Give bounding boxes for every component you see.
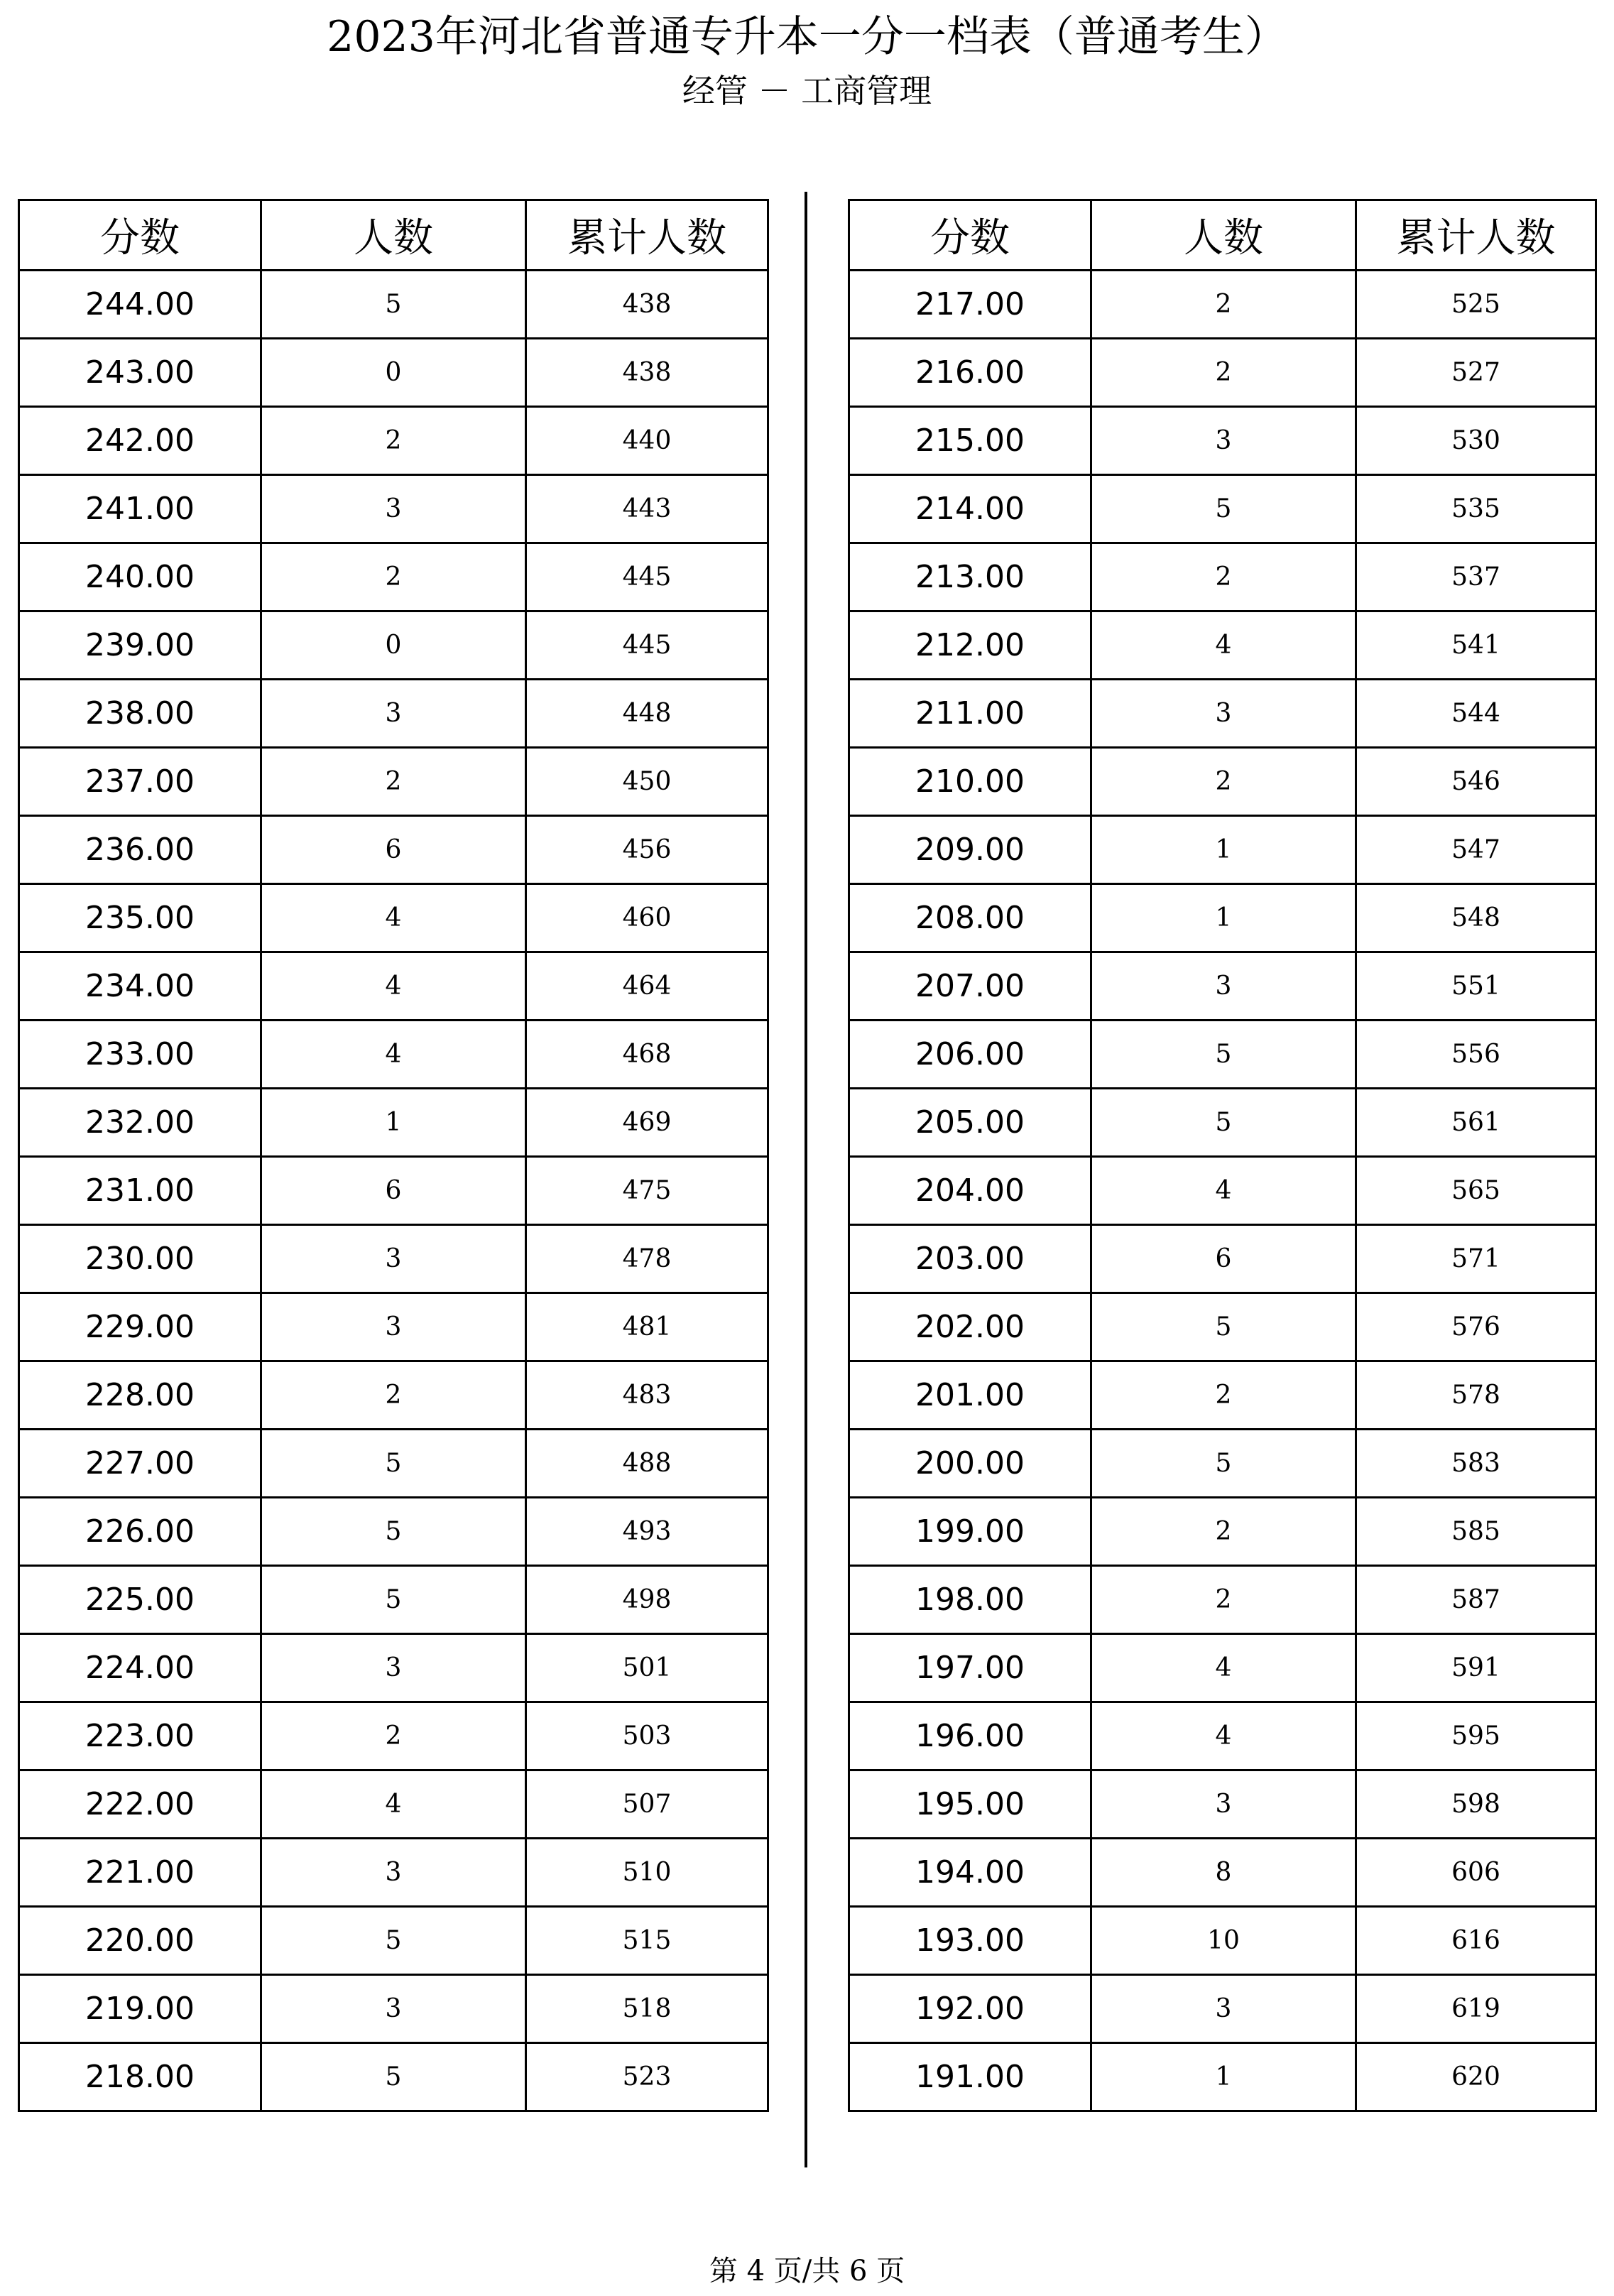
table-row xyxy=(849,884,1596,952)
score-table-left xyxy=(18,199,769,2112)
count-cell: 6 xyxy=(261,816,526,884)
cumulative-cell: 587 xyxy=(1356,1566,1596,1634)
count-cell: 2 xyxy=(1091,748,1356,816)
count-cell: 6 xyxy=(1091,1225,1356,1293)
column-header-count: 人数 xyxy=(261,200,526,271)
table-row xyxy=(19,1361,768,1430)
count-cell: 2 xyxy=(261,543,526,611)
table-row xyxy=(19,1975,768,2043)
cumulative-cell: 535 xyxy=(1356,475,1596,543)
score-cell: 228.00 xyxy=(19,1361,261,1430)
cumulative-cell: 440 xyxy=(526,407,768,475)
count-cell: 10 xyxy=(1091,1907,1356,1975)
count-cell: 5 xyxy=(1091,475,1356,543)
table-row xyxy=(19,884,768,952)
count-cell: 4 xyxy=(261,952,526,1021)
cumulative-cell: 565 xyxy=(1356,1157,1596,1225)
table-header-row xyxy=(19,200,768,271)
cumulative-cell: 464 xyxy=(526,952,768,1021)
cumulative-cell: 503 xyxy=(526,1702,768,1770)
table-row xyxy=(19,1021,768,1089)
score-table-right xyxy=(848,199,1597,2112)
cumulative-cell: 606 xyxy=(1356,1839,1596,1907)
table-row xyxy=(849,1907,1596,1975)
table-row xyxy=(849,816,1596,884)
count-cell: 2 xyxy=(1091,1361,1356,1430)
table-row xyxy=(849,2043,1596,2111)
count-cell: 5 xyxy=(1091,1293,1356,1361)
table-row xyxy=(19,952,768,1021)
count-cell: 8 xyxy=(1091,1839,1356,1907)
score-cell: 229.00 xyxy=(19,1293,261,1361)
score-cell: 221.00 xyxy=(19,1839,261,1907)
table-row xyxy=(19,1907,768,1975)
count-cell: 2 xyxy=(1091,1566,1356,1634)
cumulative-cell: 537 xyxy=(1356,543,1596,611)
table-row xyxy=(19,1157,768,1225)
table-row xyxy=(849,1021,1596,1089)
cumulative-cell: 498 xyxy=(526,1566,768,1634)
score-cell: 239.00 xyxy=(19,611,261,680)
count-cell: 5 xyxy=(261,1907,526,1975)
score-cell: 195.00 xyxy=(849,1770,1091,1839)
score-cell: 208.00 xyxy=(849,884,1091,952)
table-row xyxy=(19,1089,768,1157)
count-cell: 3 xyxy=(261,1225,526,1293)
score-cell: 196.00 xyxy=(849,1702,1091,1770)
count-cell: 4 xyxy=(261,884,526,952)
table-row xyxy=(849,1566,1596,1634)
table-header-row xyxy=(849,200,1596,271)
table-row xyxy=(19,1770,768,1839)
count-cell: 3 xyxy=(261,680,526,748)
table-row xyxy=(849,1157,1596,1225)
count-cell: 3 xyxy=(261,1839,526,1907)
cumulative-cell: 585 xyxy=(1356,1498,1596,1566)
table-row xyxy=(19,1430,768,1498)
cumulative-cell: 576 xyxy=(1356,1293,1596,1361)
count-cell: 4 xyxy=(261,1021,526,1089)
table-row xyxy=(849,1634,1596,1702)
score-cell: 241.00 xyxy=(19,475,261,543)
count-cell: 5 xyxy=(261,1566,526,1634)
count-cell: 2 xyxy=(261,407,526,475)
page-footer: 第 4 页/共 6 页 xyxy=(709,2255,905,2287)
score-cell: 233.00 xyxy=(19,1021,261,1089)
cumulative-cell: 450 xyxy=(526,748,768,816)
cumulative-cell: 475 xyxy=(526,1157,768,1225)
score-cell: 234.00 xyxy=(19,952,261,1021)
cumulative-cell: 548 xyxy=(1356,884,1596,952)
score-cell: 225.00 xyxy=(19,1566,261,1634)
table-row xyxy=(849,1089,1596,1157)
column-header-cumulative: 累计人数 xyxy=(526,200,768,271)
count-cell: 3 xyxy=(261,1975,526,2043)
cumulative-cell: 501 xyxy=(526,1634,768,1702)
count-cell: 0 xyxy=(261,339,526,407)
score-cell: 197.00 xyxy=(849,1634,1091,1702)
score-cell: 226.00 xyxy=(19,1498,261,1566)
cumulative-cell: 571 xyxy=(1356,1225,1596,1293)
table-row xyxy=(849,1430,1596,1498)
score-cell: 227.00 xyxy=(19,1430,261,1498)
count-cell: 3 xyxy=(1091,407,1356,475)
cumulative-cell: 556 xyxy=(1356,1021,1596,1089)
score-cell: 217.00 xyxy=(849,271,1091,339)
count-cell: 3 xyxy=(261,1634,526,1702)
cumulative-cell: 518 xyxy=(526,1975,768,2043)
score-cell: 238.00 xyxy=(19,680,261,748)
score-cell: 209.00 xyxy=(849,816,1091,884)
table-row xyxy=(19,475,768,543)
cumulative-cell: 456 xyxy=(526,816,768,884)
score-cell: 242.00 xyxy=(19,407,261,475)
score-cell: 198.00 xyxy=(849,1566,1091,1634)
score-cell: 203.00 xyxy=(849,1225,1091,1293)
cumulative-cell: 448 xyxy=(526,680,768,748)
cumulative-cell: 525 xyxy=(1356,271,1596,339)
score-cell: 220.00 xyxy=(19,1907,261,1975)
score-cell: 200.00 xyxy=(849,1430,1091,1498)
cumulative-cell: 620 xyxy=(1356,2043,1596,2111)
cumulative-cell: 530 xyxy=(1356,407,1596,475)
table-row xyxy=(849,952,1596,1021)
count-cell: 5 xyxy=(261,2043,526,2111)
score-cell: 224.00 xyxy=(19,1634,261,1702)
cumulative-cell: 488 xyxy=(526,1430,768,1498)
cumulative-cell: 523 xyxy=(526,2043,768,2111)
count-cell: 4 xyxy=(1091,611,1356,680)
cumulative-cell: 483 xyxy=(526,1361,768,1430)
column-divider xyxy=(805,192,807,2167)
count-cell: 1 xyxy=(1091,884,1356,952)
table-row xyxy=(19,748,768,816)
page-subtitle: 经管 － 工商管理 xyxy=(682,72,932,110)
table-row xyxy=(19,407,768,475)
cumulative-cell: 561 xyxy=(1356,1089,1596,1157)
column-header-count: 人数 xyxy=(1091,200,1356,271)
cumulative-cell: 619 xyxy=(1356,1975,1596,2043)
table-row xyxy=(19,1293,768,1361)
table-row xyxy=(849,1770,1596,1839)
table-body-left xyxy=(19,271,768,2111)
score-cell: 235.00 xyxy=(19,884,261,952)
score-cell: 237.00 xyxy=(19,748,261,816)
cumulative-cell: 445 xyxy=(526,543,768,611)
count-cell: 5 xyxy=(261,1498,526,1566)
count-cell: 1 xyxy=(1091,2043,1356,2111)
score-cell: 222.00 xyxy=(19,1770,261,1839)
score-cell: 223.00 xyxy=(19,1702,261,1770)
score-cell: 211.00 xyxy=(849,680,1091,748)
cumulative-cell: 551 xyxy=(1356,952,1596,1021)
table-row xyxy=(19,1839,768,1907)
table-row xyxy=(849,1975,1596,2043)
table-body-right xyxy=(849,271,1596,2111)
table-row xyxy=(849,748,1596,816)
table-row xyxy=(19,271,768,339)
cumulative-cell: 546 xyxy=(1356,748,1596,816)
table-row xyxy=(849,475,1596,543)
count-cell: 1 xyxy=(1091,816,1356,884)
count-cell: 2 xyxy=(1091,271,1356,339)
score-cell: 216.00 xyxy=(849,339,1091,407)
count-cell: 2 xyxy=(261,748,526,816)
cumulative-cell: 460 xyxy=(526,884,768,952)
cumulative-cell: 469 xyxy=(526,1089,768,1157)
page-title: 2023年河北省普通专升本一分一档表（普通考生） xyxy=(327,12,1287,62)
table-row xyxy=(849,1839,1596,1907)
cumulative-cell: 591 xyxy=(1356,1634,1596,1702)
count-cell: 1 xyxy=(261,1089,526,1157)
score-cell: 191.00 xyxy=(849,2043,1091,2111)
count-cell: 4 xyxy=(1091,1702,1356,1770)
cumulative-cell: 478 xyxy=(526,1225,768,1293)
count-cell: 3 xyxy=(1091,680,1356,748)
score-cell: 205.00 xyxy=(849,1089,1091,1157)
cumulative-cell: 510 xyxy=(526,1839,768,1907)
table-row xyxy=(19,611,768,680)
count-cell: 4 xyxy=(1091,1634,1356,1702)
cumulative-cell: 515 xyxy=(526,1907,768,1975)
score-cell: 243.00 xyxy=(19,339,261,407)
table-row xyxy=(849,1498,1596,1566)
cumulative-cell: 544 xyxy=(1356,680,1596,748)
cumulative-cell: 583 xyxy=(1356,1430,1596,1498)
table-row xyxy=(849,339,1596,407)
score-cell: 236.00 xyxy=(19,816,261,884)
table-row xyxy=(849,1361,1596,1430)
table-row xyxy=(19,1702,768,1770)
count-cell: 2 xyxy=(261,1361,526,1430)
table-row xyxy=(19,339,768,407)
cumulative-cell: 578 xyxy=(1356,1361,1596,1430)
score-cell: 194.00 xyxy=(849,1839,1091,1907)
cumulative-cell: 468 xyxy=(526,1021,768,1089)
count-cell: 2 xyxy=(1091,543,1356,611)
count-cell: 4 xyxy=(261,1770,526,1839)
score-cell: 204.00 xyxy=(849,1157,1091,1225)
count-cell: 2 xyxy=(261,1702,526,1770)
score-cell: 244.00 xyxy=(19,271,261,339)
column-header-score: 分数 xyxy=(849,200,1091,271)
cumulative-cell: 541 xyxy=(1356,611,1596,680)
score-cell: 232.00 xyxy=(19,1089,261,1157)
score-cell: 192.00 xyxy=(849,1975,1091,2043)
count-cell: 3 xyxy=(1091,952,1356,1021)
cumulative-cell: 438 xyxy=(526,271,768,339)
table-row xyxy=(19,543,768,611)
table-row xyxy=(849,271,1596,339)
count-cell: 5 xyxy=(1091,1430,1356,1498)
score-cell: 231.00 xyxy=(19,1157,261,1225)
cumulative-cell: 507 xyxy=(526,1770,768,1839)
table-row xyxy=(19,2043,768,2111)
count-cell: 3 xyxy=(261,475,526,543)
score-cell: 240.00 xyxy=(19,543,261,611)
column-header-cumulative: 累计人数 xyxy=(1356,200,1596,271)
table-row xyxy=(19,1498,768,1566)
score-cell: 230.00 xyxy=(19,1225,261,1293)
count-cell: 5 xyxy=(261,1430,526,1498)
score-cell: 219.00 xyxy=(19,1975,261,2043)
column-header-score: 分数 xyxy=(19,200,261,271)
score-cell: 201.00 xyxy=(849,1361,1091,1430)
cumulative-cell: 445 xyxy=(526,611,768,680)
score-cell: 218.00 xyxy=(19,2043,261,2111)
score-cell: 210.00 xyxy=(849,748,1091,816)
score-cell: 213.00 xyxy=(849,543,1091,611)
count-cell: 3 xyxy=(1091,1975,1356,2043)
score-cell: 212.00 xyxy=(849,611,1091,680)
count-cell: 4 xyxy=(1091,1157,1356,1225)
table-row xyxy=(19,1634,768,1702)
cumulative-cell: 481 xyxy=(526,1293,768,1361)
cumulative-cell: 616 xyxy=(1356,1907,1596,1975)
table-row xyxy=(19,816,768,884)
table-row xyxy=(19,1566,768,1634)
count-cell: 2 xyxy=(1091,1498,1356,1566)
cumulative-cell: 547 xyxy=(1356,816,1596,884)
cumulative-cell: 527 xyxy=(1356,339,1596,407)
count-cell: 3 xyxy=(1091,1770,1356,1839)
score-cell: 206.00 xyxy=(849,1021,1091,1089)
table-row xyxy=(849,1293,1596,1361)
table-row xyxy=(849,611,1596,680)
count-cell: 5 xyxy=(1091,1089,1356,1157)
score-cell: 215.00 xyxy=(849,407,1091,475)
count-cell: 3 xyxy=(261,1293,526,1361)
count-cell: 6 xyxy=(261,1157,526,1225)
count-cell: 5 xyxy=(1091,1021,1356,1089)
score-cell: 214.00 xyxy=(849,475,1091,543)
table-row xyxy=(849,543,1596,611)
table-row xyxy=(19,680,768,748)
count-cell: 2 xyxy=(1091,339,1356,407)
score-cell: 193.00 xyxy=(849,1907,1091,1975)
score-cell: 202.00 xyxy=(849,1293,1091,1361)
cumulative-cell: 595 xyxy=(1356,1702,1596,1770)
table-row xyxy=(849,680,1596,748)
count-cell: 5 xyxy=(261,271,526,339)
cumulative-cell: 598 xyxy=(1356,1770,1596,1839)
cumulative-cell: 438 xyxy=(526,339,768,407)
table-row xyxy=(849,407,1596,475)
table-row xyxy=(849,1225,1596,1293)
table-row xyxy=(19,1225,768,1293)
table-row xyxy=(849,1702,1596,1770)
count-cell: 0 xyxy=(261,611,526,680)
score-cell: 199.00 xyxy=(849,1498,1091,1566)
score-cell: 207.00 xyxy=(849,952,1091,1021)
cumulative-cell: 493 xyxy=(526,1498,768,1566)
cumulative-cell: 443 xyxy=(526,475,768,543)
